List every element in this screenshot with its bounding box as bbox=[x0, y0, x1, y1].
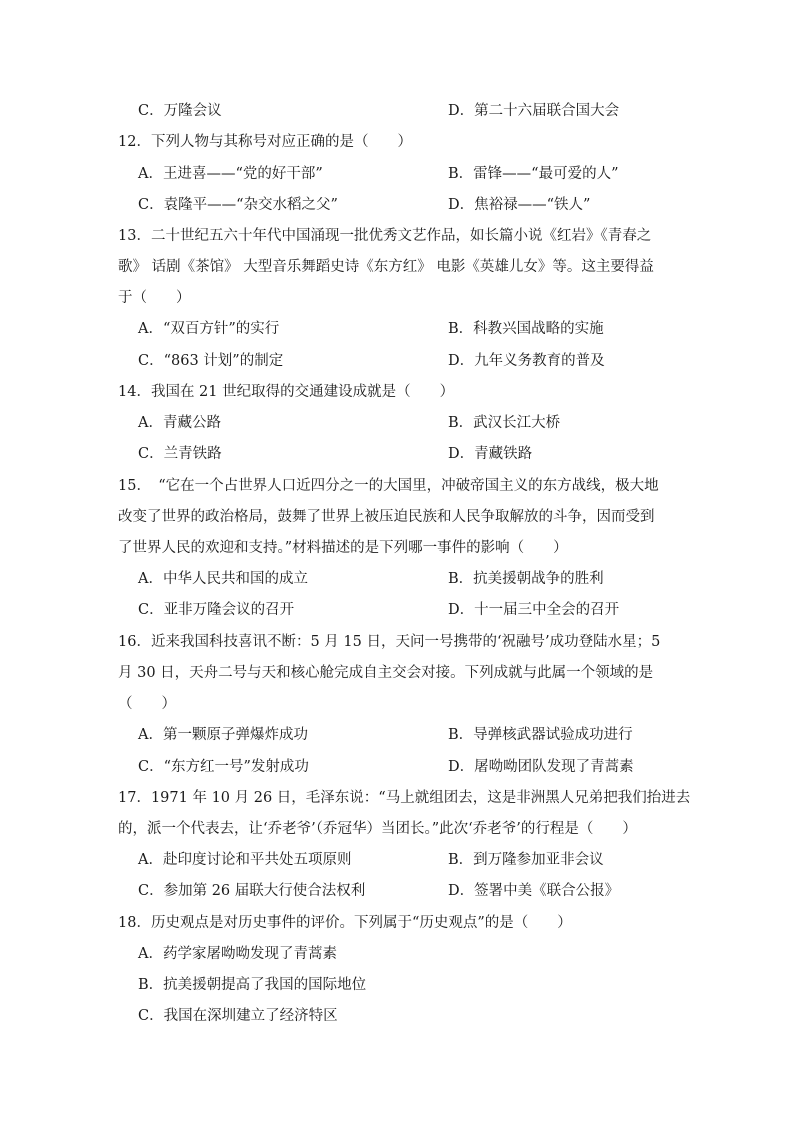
q16-stem-line-2: 月 30 日，天舟二号与天和核心舱完成自主交会对接。下列成就与此属一个领域的是 bbox=[118, 665, 654, 681]
q17-option-b: B．到万隆参加亚非会议 bbox=[448, 852, 604, 868]
q14-option-a: A．青藏公路 bbox=[138, 415, 221, 431]
q13-stem-line-1: 13．二十世纪五六十年代中国涌现一批优秀文艺作品，如长篇小说《红岩》《青春之 bbox=[118, 228, 652, 244]
q14-option-b: B．武汉长江大桥 bbox=[448, 415, 561, 431]
q12-option-b: B．雷锋——“最可爱的人” bbox=[448, 166, 619, 182]
q14-option-c: C．兰青铁路 bbox=[138, 446, 222, 462]
q17-stem-line-2: 的，派一个代表去，让‘乔老爷’（乔冠华）当团长。”此次‘乔老爷’的行程是（ ） bbox=[118, 821, 637, 837]
q13-option-a: A．“双百方针”的实行 bbox=[138, 321, 280, 337]
q12-option-a: A．王进喜——“党的好干部” bbox=[138, 166, 323, 182]
q16-option-a: A．第一颗原子弹爆炸成功 bbox=[138, 727, 308, 743]
q18-option-a: A．药学家屠呦呦发现了青蒿素 bbox=[138, 946, 337, 962]
q15-option-c: C．亚非万隆会议的召开 bbox=[138, 602, 295, 618]
q13-option-c: C．“863 计划”的制定 bbox=[138, 353, 284, 369]
q15-option-b: B．抗美援朝战争的胜利 bbox=[448, 571, 604, 587]
q15-option-a: A．中华人民共和国的成立 bbox=[138, 571, 308, 587]
q13-option-b: B．科教兴国战略的实施 bbox=[448, 321, 604, 337]
q12-option-c: C．袁隆平——“杂交水稻之父” bbox=[138, 197, 338, 213]
q14-option-d: D．青藏铁路 bbox=[448, 446, 533, 462]
q16-option-c: C．“东方红一号”发射成功 bbox=[138, 759, 309, 775]
q14-stem: 14．我国在 21 世纪取得的交通建设成就是（ ） bbox=[118, 384, 455, 400]
q12-option-d: D．焦裕禄——“铁人” bbox=[448, 197, 591, 213]
q11-option-d: D．第二十六届联合国大会 bbox=[448, 103, 620, 119]
q18-option-b: B．抗美援朝提高了我国的国际地位 bbox=[138, 977, 367, 993]
q15-option-d: D．十一届三中全会的召开 bbox=[448, 602, 620, 618]
q17-option-c: C．参加第 26 届联大行使合法权利 bbox=[138, 883, 366, 899]
q11-option-c: C．万隆会议 bbox=[138, 103, 222, 119]
q17-option-a: A．赴印度讨论和平共处五项原则 bbox=[138, 852, 352, 868]
q18-option-c: C．我国在深圳建立了经济特区 bbox=[138, 1008, 338, 1024]
q15-stem-line-3: 了世界人民的欢迎和支持。”材料描述的是下列哪一事件的影响（ ） bbox=[118, 540, 568, 556]
q13-stem-line-2: 歌》 话剧《茶馆》 大型音乐舞蹈史诗《东方红》 电影《英雄儿女》等。这主要得益 bbox=[118, 259, 654, 275]
q12-stem: 12．下列人物与其称号对应正确的是（ ） bbox=[118, 134, 412, 150]
q13-stem-line-3: 于（ ） bbox=[118, 290, 191, 306]
q16-stem-line-3: （ ） bbox=[118, 696, 176, 712]
q15-stem-line-1: 15． “它在一个占世界人口近四分之一的大国里，冲破帝国主义的东方战线，极大地 bbox=[118, 478, 659, 494]
q17-stem-line-1: 17．1971 年 10 月 26 日，毛泽东说：“马上就组团去，这是非洲黑人兄弟把我们抬进去 bbox=[118, 790, 691, 806]
q16-option-b: B．导弹核武器试验成功进行 bbox=[448, 727, 633, 743]
q16-option-d: D．屠呦呦团队发现了青蒿素 bbox=[448, 759, 634, 775]
q16-stem-line-1: 16．近来我国科技喜讯不断：5 月 15 日，天问一号携带的‘祝融号’成功登陆水星；5 bbox=[118, 634, 661, 650]
q15-stem-line-2: 改变了世界的政治格局，鼓舞了世界上被压迫民族和人民争取解放的斗争，因而受到 bbox=[118, 509, 655, 525]
q18-stem: 18．历史观点是对历史事件的评价。下列属于“历史观点”的是（ ） bbox=[118, 915, 572, 931]
q13-option-d: D．九年义务教育的普及 bbox=[448, 353, 605, 369]
q17-option-d: D．签署中美《联合公报》 bbox=[448, 883, 620, 899]
